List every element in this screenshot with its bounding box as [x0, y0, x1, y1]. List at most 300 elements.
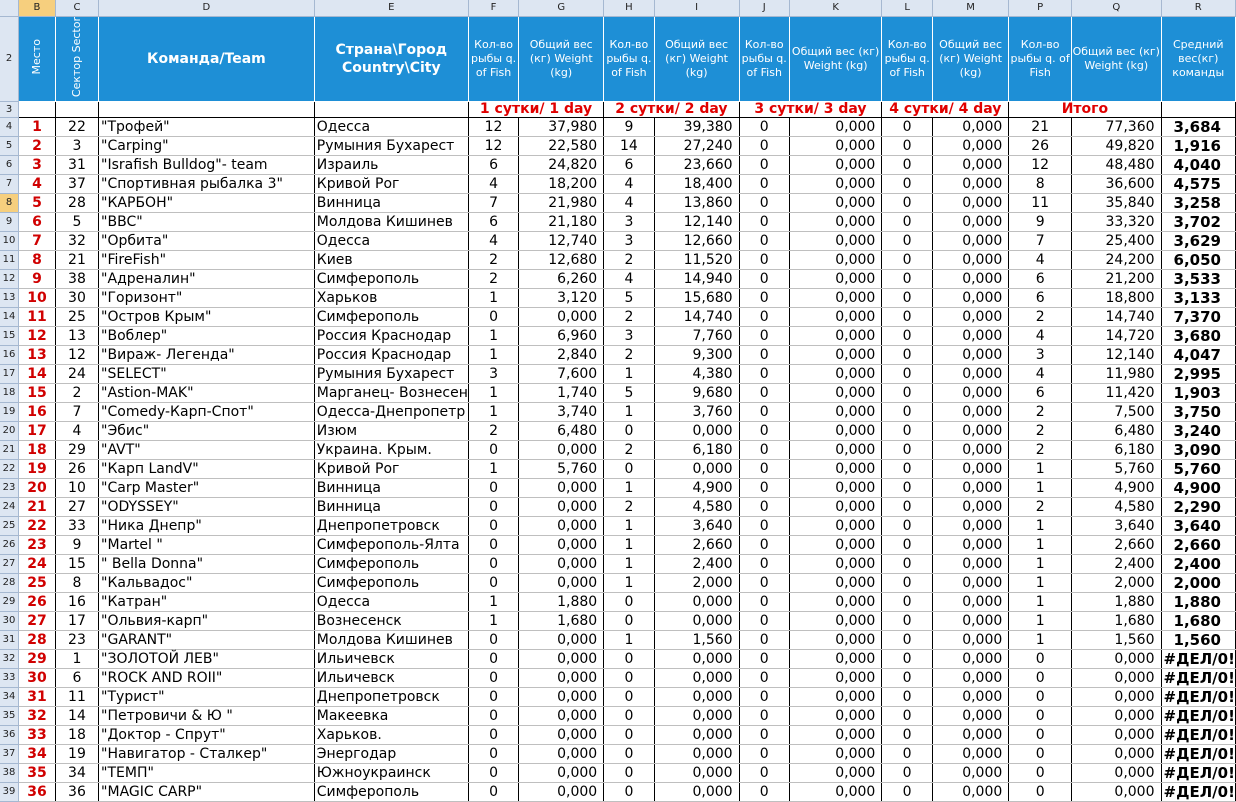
cell-weight-day3[interactable]: 0,000 [789, 573, 881, 592]
cell-qty-day3[interactable]: 0 [739, 440, 789, 459]
cell-weight-day3[interactable]: 0,000 [789, 611, 881, 630]
cell-weight-total[interactable]: 0,000 [1072, 725, 1162, 744]
cell-qty-day2[interactable]: 4 [604, 193, 654, 212]
cell-weight-day3[interactable]: 0,000 [789, 136, 881, 155]
cell-qty-day4[interactable]: 0 [882, 250, 933, 269]
column-header-c[interactable]: C [55, 0, 98, 16]
cell-weight-day4[interactable]: 0,000 [932, 592, 1008, 611]
cell-city[interactable]: Южноукраинск [314, 763, 468, 782]
cell-weight-day3[interactable]: 0,000 [789, 174, 881, 193]
cell-place[interactable]: 27 [19, 611, 56, 630]
cell-weight-total[interactable]: 0,000 [1072, 687, 1162, 706]
header-qty-day2[interactable]: Кол-во рыбы q. of Fish [604, 16, 654, 101]
cell-city[interactable]: Ильичевск [314, 668, 468, 687]
select-all-corner[interactable] [0, 0, 19, 16]
cell-qty-day3[interactable]: 0 [739, 459, 789, 478]
cell-weight-day3[interactable]: 0,000 [789, 725, 881, 744]
cell-city[interactable]: Украина. Крым. [314, 440, 468, 459]
cell-weight-day1[interactable]: 0,000 [519, 554, 604, 573]
cell-avg-weight[interactable]: #ДЕЛ/0! [1161, 763, 1235, 782]
cell-place[interactable]: 3 [19, 155, 56, 174]
cell-place[interactable]: 31 [19, 687, 56, 706]
cell-team[interactable]: "ODYSSEY" [99, 497, 315, 516]
cell-qty-day3[interactable]: 0 [739, 136, 789, 155]
cell-place[interactable]: 4 [19, 174, 56, 193]
cell-weight-day3[interactable]: 0,000 [789, 535, 881, 554]
cell-avg-weight[interactable]: 3,090 [1161, 440, 1235, 459]
header-weight-day1[interactable]: Общий вес (кг) Weight (kg) [519, 16, 604, 101]
cell-city[interactable]: Изюм [314, 421, 468, 440]
cell-qty-day2[interactable]: 4 [604, 269, 654, 288]
cell-weight-total[interactable]: 11,420 [1072, 383, 1162, 402]
header-qty-day4[interactable]: Кол-во рыбы q. of Fish [882, 16, 933, 101]
cell-place[interactable]: 20 [19, 478, 56, 497]
cell-weight-day4[interactable]: 0,000 [932, 706, 1008, 725]
cell-weight-day2[interactable]: 4,580 [654, 497, 739, 516]
cell-qty-day2[interactable]: 0 [604, 744, 654, 763]
cell-weight-day4[interactable]: 0,000 [932, 744, 1008, 763]
cell-weight-day2[interactable]: 18,400 [654, 174, 739, 193]
cell-qty-day2[interactable]: 5 [604, 383, 654, 402]
cell-qty-day4[interactable]: 0 [882, 573, 933, 592]
header-weight-total[interactable]: Общий вес (кг) Weight (kg) [1072, 16, 1162, 101]
cell-weight-day2[interactable]: 12,140 [654, 212, 739, 231]
cell-weight-day1[interactable]: 0,000 [519, 516, 604, 535]
cell-qty-day2[interactable]: 3 [604, 212, 654, 231]
cell-weight-day2[interactable]: 2,660 [654, 535, 739, 554]
cell-weight-day3[interactable]: 0,000 [789, 763, 881, 782]
cell-avg-weight[interactable]: #ДЕЛ/0! [1161, 725, 1235, 744]
cell-qty-day1[interactable]: 1 [468, 402, 518, 421]
cell-weight-day2[interactable]: 15,680 [654, 288, 739, 307]
cell-qty-day4[interactable]: 0 [882, 725, 933, 744]
cell-place[interactable]: 18 [19, 440, 56, 459]
row-number[interactable]: 19 [0, 402, 19, 421]
header-city[interactable]: Страна\Город Country\City [314, 16, 468, 101]
cell-avg-weight[interactable]: 2,400 [1161, 554, 1235, 573]
cell-avg-weight[interactable]: 3,533 [1161, 269, 1235, 288]
cell-qty-day4[interactable]: 0 [882, 288, 933, 307]
cell-qty-day3[interactable]: 0 [739, 250, 789, 269]
row-number[interactable]: 17 [0, 364, 19, 383]
row-number[interactable]: 25 [0, 516, 19, 535]
cell-sector[interactable]: 31 [55, 155, 98, 174]
cell-avg-weight[interactable]: #ДЕЛ/0! [1161, 668, 1235, 687]
row-number[interactable]: 20 [0, 421, 19, 440]
cell-place[interactable]: 25 [19, 573, 56, 592]
cell-weight-day4[interactable]: 0,000 [932, 326, 1008, 345]
cell-qty-total[interactable]: 21 [1009, 117, 1072, 136]
cell-qty-day3[interactable]: 0 [739, 383, 789, 402]
cell-weight-total[interactable]: 0,000 [1072, 706, 1162, 725]
cell-qty-day1[interactable]: 0 [468, 706, 518, 725]
row-number[interactable]: 11 [0, 250, 19, 269]
cell-qty-day1[interactable]: 3 [468, 364, 518, 383]
row-number[interactable]: 5 [0, 136, 19, 155]
cell-weight-day3[interactable]: 0,000 [789, 782, 881, 801]
cell-qty-day1[interactable]: 4 [468, 231, 518, 250]
cell-avg-weight[interactable]: 3,258 [1161, 193, 1235, 212]
cell-avg-weight[interactable]: #ДЕЛ/0! [1161, 706, 1235, 725]
cell-place[interactable]: 26 [19, 592, 56, 611]
cell-weight-day1[interactable]: 37,980 [519, 117, 604, 136]
cell-qty-day1[interactable]: 0 [468, 554, 518, 573]
cell-team[interactable]: "Остров Крым" [99, 307, 315, 326]
cell-weight-day2[interactable]: 0,000 [654, 421, 739, 440]
cell-qty-total[interactable]: 6 [1009, 269, 1072, 288]
cell-place[interactable]: 29 [19, 649, 56, 668]
cell-qty-day4[interactable]: 0 [882, 117, 933, 136]
cell-qty-day3[interactable]: 0 [739, 117, 789, 136]
cell-city[interactable]: Одесса [314, 592, 468, 611]
cell-qty-day2[interactable]: 1 [604, 554, 654, 573]
cell-team[interactable]: "Орбита" [99, 231, 315, 250]
cell-qty-total[interactable]: 0 [1009, 649, 1072, 668]
cell-place[interactable]: 6 [19, 212, 56, 231]
cell-sector[interactable]: 23 [55, 630, 98, 649]
cell-city[interactable]: Румыния Бухарест [314, 364, 468, 383]
cell-avg-weight[interactable]: 2,995 [1161, 364, 1235, 383]
cell-avg-weight[interactable]: 1,903 [1161, 383, 1235, 402]
cell-city[interactable]: Израиль [314, 155, 468, 174]
cell-weight-day4[interactable]: 0,000 [932, 649, 1008, 668]
cell-place[interactable]: 33 [19, 725, 56, 744]
cell-weight-day1[interactable]: 5,760 [519, 459, 604, 478]
cell-weight-day3[interactable]: 0,000 [789, 592, 881, 611]
cell-weight-day1[interactable]: 0,000 [519, 630, 604, 649]
cell-qty-day1[interactable]: 12 [468, 136, 518, 155]
cell-qty-day2[interactable]: 4 [604, 174, 654, 193]
cell-weight-total[interactable]: 33,320 [1072, 212, 1162, 231]
cell-place[interactable]: 35 [19, 763, 56, 782]
cell-place[interactable]: 10 [19, 288, 56, 307]
header-qty-day3[interactable]: Кол-во рыбы q. of Fish [739, 16, 789, 101]
cell-qty-day1[interactable]: 0 [468, 763, 518, 782]
cell-city[interactable]: Винница [314, 478, 468, 497]
row-number[interactable]: 29 [0, 592, 19, 611]
cell-qty-total[interactable]: 4 [1009, 250, 1072, 269]
cell-qty-day1[interactable]: 0 [468, 307, 518, 326]
cell-weight-day1[interactable]: 1,680 [519, 611, 604, 630]
cell-weight-day2[interactable]: 27,240 [654, 136, 739, 155]
cell-qty-day1[interactable]: 0 [468, 687, 518, 706]
cell-qty-day2[interactable]: 2 [604, 345, 654, 364]
cell-weight-day1[interactable]: 18,200 [519, 174, 604, 193]
cell-weight-day3[interactable]: 0,000 [789, 383, 881, 402]
cell-sector[interactable]: 16 [55, 592, 98, 611]
cell-team[interactable]: "КАРБОН" [99, 193, 315, 212]
column-header-p[interactable]: P [1009, 0, 1072, 16]
cell-sector[interactable]: 6 [55, 668, 98, 687]
cell-weight-day1[interactable]: 0,000 [519, 535, 604, 554]
cell-avg-weight[interactable]: 3,684 [1161, 117, 1235, 136]
cell-qty-day4[interactable]: 0 [882, 782, 933, 801]
day-label-1[interactable]: 1 сутки/ 1 day [468, 101, 603, 117]
column-header-h[interactable]: H [604, 0, 654, 16]
cell-qty-day2[interactable]: 0 [604, 725, 654, 744]
cell-weight-day3[interactable]: 0,000 [789, 459, 881, 478]
cell-qty-day2[interactable]: 0 [604, 421, 654, 440]
cell-sector[interactable]: 15 [55, 554, 98, 573]
row-number[interactable]: 15 [0, 326, 19, 345]
cell-weight-day4[interactable]: 0,000 [932, 668, 1008, 687]
cell-weight-day1[interactable]: 0,000 [519, 478, 604, 497]
header-qty-total[interactable]: Кол-во рыбы q. of Fish [1009, 16, 1072, 101]
cell-team[interactable]: "Ника Днепр" [99, 516, 315, 535]
cell-weight-day1[interactable]: 0,000 [519, 763, 604, 782]
cell-city[interactable]: Днепропетровск [314, 687, 468, 706]
cell-qty-total[interactable]: 0 [1009, 725, 1072, 744]
cell-weight-day1[interactable]: 12,680 [519, 250, 604, 269]
cell-qty-total[interactable]: 1 [1009, 478, 1072, 497]
cell-team[interactable]: "Турист" [99, 687, 315, 706]
cell-qty-total[interactable]: 0 [1009, 687, 1072, 706]
cell-city[interactable]: Симферополь-Ялта [314, 535, 468, 554]
cell-qty-total[interactable]: 2 [1009, 497, 1072, 516]
cell-qty-day3[interactable]: 0 [739, 497, 789, 516]
cell-team[interactable]: "Astion-MAK" [99, 383, 315, 402]
cell-qty-day2[interactable]: 9 [604, 117, 654, 136]
row-number[interactable]: 16 [0, 345, 19, 364]
column-header-f[interactable]: F [468, 0, 518, 16]
cell-weight-total[interactable]: 2,400 [1072, 554, 1162, 573]
cell-qty-day3[interactable]: 0 [739, 554, 789, 573]
cell-city[interactable]: Румыния Бухарест [314, 136, 468, 155]
cell-qty-total[interactable]: 6 [1009, 383, 1072, 402]
cell-qty-day4[interactable]: 0 [882, 668, 933, 687]
cell-place[interactable]: 23 [19, 535, 56, 554]
cell-weight-total[interactable]: 49,820 [1072, 136, 1162, 155]
cell-team[interactable]: "Доктор - Спрут" [99, 725, 315, 744]
cell-qty-day1[interactable]: 1 [468, 383, 518, 402]
cell-qty-day1[interactable]: 12 [468, 117, 518, 136]
cell-weight-day2[interactable]: 0,000 [654, 459, 739, 478]
cell-qty-day3[interactable]: 0 [739, 421, 789, 440]
cell-team[interactable]: "MAGIC CARP" [99, 782, 315, 801]
cell-weight-day4[interactable]: 0,000 [932, 687, 1008, 706]
cell-qty-day4[interactable]: 0 [882, 649, 933, 668]
cell-weight-day1[interactable]: 0,000 [519, 687, 604, 706]
cell-city[interactable]: Симферополь [314, 269, 468, 288]
cell-avg-weight[interactable]: 4,575 [1161, 174, 1235, 193]
cell-qty-total[interactable]: 1 [1009, 459, 1072, 478]
cell-qty-day1[interactable]: 0 [468, 725, 518, 744]
cell-weight-day4[interactable]: 0,000 [932, 136, 1008, 155]
cell-weight-day3[interactable]: 0,000 [789, 421, 881, 440]
cell-weight-day1[interactable]: 1,880 [519, 592, 604, 611]
cell-weight-day4[interactable]: 0,000 [932, 212, 1008, 231]
cell-weight-day4[interactable]: 0,000 [932, 573, 1008, 592]
cell-qty-day2[interactable]: 6 [604, 155, 654, 174]
cell-sector[interactable]: 27 [55, 497, 98, 516]
cell-weight-day4[interactable]: 0,000 [932, 193, 1008, 212]
blank-cell[interactable] [314, 101, 468, 117]
cell-weight-day4[interactable]: 0,000 [932, 269, 1008, 288]
cell-qty-day2[interactable]: 0 [604, 706, 654, 725]
cell-sector[interactable]: 1 [55, 649, 98, 668]
cell-weight-total[interactable]: 6,180 [1072, 440, 1162, 459]
cell-weight-day3[interactable]: 0,000 [789, 516, 881, 535]
cell-weight-day1[interactable]: 21,980 [519, 193, 604, 212]
cell-weight-total[interactable]: 4,580 [1072, 497, 1162, 516]
cell-qty-total[interactable]: 1 [1009, 573, 1072, 592]
cell-sector[interactable]: 37 [55, 174, 98, 193]
cell-weight-day1[interactable]: 0,000 [519, 744, 604, 763]
cell-qty-day4[interactable]: 0 [882, 269, 933, 288]
cell-qty-day4[interactable]: 0 [882, 345, 933, 364]
cell-weight-day1[interactable]: 12,740 [519, 231, 604, 250]
cell-qty-day4[interactable]: 0 [882, 535, 933, 554]
cell-sector[interactable]: 28 [55, 193, 98, 212]
cell-avg-weight[interactable]: 1,680 [1161, 611, 1235, 630]
cell-qty-day2[interactable]: 1 [604, 478, 654, 497]
cell-weight-day3[interactable]: 0,000 [789, 478, 881, 497]
cell-weight-day2[interactable]: 0,000 [654, 592, 739, 611]
cell-weight-total[interactable]: 0,000 [1072, 668, 1162, 687]
cell-weight-day1[interactable]: 2,840 [519, 345, 604, 364]
cell-weight-total[interactable]: 25,400 [1072, 231, 1162, 250]
cell-qty-day3[interactable]: 0 [739, 706, 789, 725]
cell-qty-day4[interactable]: 0 [882, 611, 933, 630]
row-number[interactable]: 31 [0, 630, 19, 649]
cell-weight-day2[interactable]: 11,520 [654, 250, 739, 269]
cell-qty-day4[interactable]: 0 [882, 212, 933, 231]
cell-avg-weight[interactable]: 4,047 [1161, 345, 1235, 364]
cell-weight-day3[interactable]: 0,000 [789, 155, 881, 174]
cell-weight-total[interactable]: 14,740 [1072, 307, 1162, 326]
cell-avg-weight[interactable]: #ДЕЛ/0! [1161, 649, 1235, 668]
cell-weight-day4[interactable]: 0,000 [932, 611, 1008, 630]
cell-weight-day4[interactable]: 0,000 [932, 421, 1008, 440]
cell-avg-weight[interactable]: 5,760 [1161, 459, 1235, 478]
cell-qty-day3[interactable]: 0 [739, 630, 789, 649]
cell-avg-weight[interactable]: 3,680 [1161, 326, 1235, 345]
row-number[interactable]: 4 [0, 117, 19, 136]
cell-avg-weight[interactable]: 4,040 [1161, 155, 1235, 174]
blank-cell[interactable] [55, 101, 98, 117]
cell-sector[interactable]: 30 [55, 288, 98, 307]
cell-weight-total[interactable]: 48,480 [1072, 155, 1162, 174]
column-header-d[interactable]: D [99, 0, 315, 16]
cell-city[interactable]: Ильичевск [314, 649, 468, 668]
cell-weight-day4[interactable]: 0,000 [932, 174, 1008, 193]
cell-weight-day2[interactable]: 12,660 [654, 231, 739, 250]
cell-weight-day2[interactable]: 0,000 [654, 782, 739, 801]
cell-team[interactable]: "FireFish" [99, 250, 315, 269]
cell-weight-day2[interactable]: 0,000 [654, 763, 739, 782]
cell-city[interactable]: Вознесенск [314, 611, 468, 630]
cell-avg-weight[interactable]: 1,880 [1161, 592, 1235, 611]
cell-place[interactable]: 8 [19, 250, 56, 269]
header-weight-day3[interactable]: Общий вес (кг) Weight (kg) [789, 16, 881, 101]
cell-weight-day3[interactable]: 0,000 [789, 117, 881, 136]
cell-sector[interactable]: 18 [55, 725, 98, 744]
cell-team[interactable]: "Катран" [99, 592, 315, 611]
cell-qty-day3[interactable]: 0 [739, 231, 789, 250]
cell-qty-day3[interactable]: 0 [739, 592, 789, 611]
cell-place[interactable]: 30 [19, 668, 56, 687]
row-number[interactable]: 32 [0, 649, 19, 668]
cell-qty-total[interactable]: 1 [1009, 516, 1072, 535]
blank-cell[interactable] [19, 101, 56, 117]
cell-sector[interactable]: 32 [55, 231, 98, 250]
header-weight-day2[interactable]: Общий вес (кг) Weight (kg) [654, 16, 739, 101]
cell-qty-day4[interactable]: 0 [882, 706, 933, 725]
cell-qty-day1[interactable]: 0 [468, 497, 518, 516]
cell-weight-day4[interactable]: 0,000 [932, 478, 1008, 497]
cell-sector[interactable]: 24 [55, 364, 98, 383]
header-weight-day4[interactable]: Общий вес (кг) Weight (kg) [932, 16, 1008, 101]
cell-qty-day4[interactable]: 0 [882, 592, 933, 611]
cell-qty-day4[interactable]: 0 [882, 459, 933, 478]
column-header-b[interactable]: B [19, 0, 56, 16]
cell-qty-day1[interactable]: 2 [468, 421, 518, 440]
cell-team[interactable]: "ТЕМП" [99, 763, 315, 782]
cell-place[interactable]: 21 [19, 497, 56, 516]
cell-sector[interactable]: 12 [55, 345, 98, 364]
cell-city[interactable]: Кривой Рог [314, 174, 468, 193]
cell-qty-total[interactable]: 0 [1009, 744, 1072, 763]
cell-qty-day4[interactable]: 0 [882, 554, 933, 573]
row-number[interactable]: 13 [0, 288, 19, 307]
row-number[interactable]: 28 [0, 573, 19, 592]
cell-qty-day4[interactable]: 0 [882, 497, 933, 516]
cell-place[interactable]: 32 [19, 706, 56, 725]
cell-sector[interactable]: 34 [55, 763, 98, 782]
cell-place[interactable]: 14 [19, 364, 56, 383]
cell-qty-day2[interactable]: 0 [604, 592, 654, 611]
cell-qty-day2[interactable]: 0 [604, 611, 654, 630]
cell-weight-day3[interactable]: 0,000 [789, 402, 881, 421]
cell-weight-day3[interactable]: 0,000 [789, 193, 881, 212]
cell-weight-day1[interactable]: 22,580 [519, 136, 604, 155]
cell-weight-day3[interactable]: 0,000 [789, 668, 881, 687]
header-place[interactable] [19, 16, 56, 101]
cell-avg-weight[interactable]: 2,660 [1161, 535, 1235, 554]
cell-weight-day1[interactable]: 24,820 [519, 155, 604, 174]
day-label-5[interactable]: Итого [1009, 101, 1161, 117]
cell-qty-day1[interactable]: 0 [468, 782, 518, 801]
row-number[interactable]: 12 [0, 269, 19, 288]
header-sector[interactable] [55, 16, 98, 101]
cell-weight-day3[interactable]: 0,000 [789, 649, 881, 668]
column-header-j[interactable]: J [739, 0, 789, 16]
cell-sector[interactable]: 7 [55, 402, 98, 421]
cell-weight-day4[interactable]: 0,000 [932, 250, 1008, 269]
cell-weight-day2[interactable]: 14,740 [654, 307, 739, 326]
cell-weight-day1[interactable]: 6,480 [519, 421, 604, 440]
cell-avg-weight[interactable]: 3,640 [1161, 516, 1235, 535]
cell-weight-day4[interactable]: 0,000 [932, 364, 1008, 383]
cell-qty-day4[interactable]: 0 [882, 155, 933, 174]
cell-place[interactable]: 2 [19, 136, 56, 155]
cell-weight-day4[interactable]: 0,000 [932, 782, 1008, 801]
cell-team[interactable]: "Ольвия-карп" [99, 611, 315, 630]
cell-qty-day3[interactable]: 0 [739, 687, 789, 706]
cell-team[interactable]: "Comedy-Карп-Спот" [99, 402, 315, 421]
cell-team[interactable]: " Bella Donna" [99, 554, 315, 573]
row-number[interactable]: 3 [0, 101, 19, 117]
cell-weight-total[interactable]: 0,000 [1072, 763, 1162, 782]
row-number[interactable]: 10 [0, 231, 19, 250]
cell-team[interactable]: "Навигатор - Сталкер" [99, 744, 315, 763]
cell-avg-weight[interactable]: #ДЕЛ/0! [1161, 782, 1235, 801]
cell-place[interactable]: 13 [19, 345, 56, 364]
cell-qty-day4[interactable]: 0 [882, 687, 933, 706]
blank-cell[interactable] [99, 101, 315, 117]
cell-qty-total[interactable]: 0 [1009, 668, 1072, 687]
cell-weight-day2[interactable]: 7,760 [654, 326, 739, 345]
